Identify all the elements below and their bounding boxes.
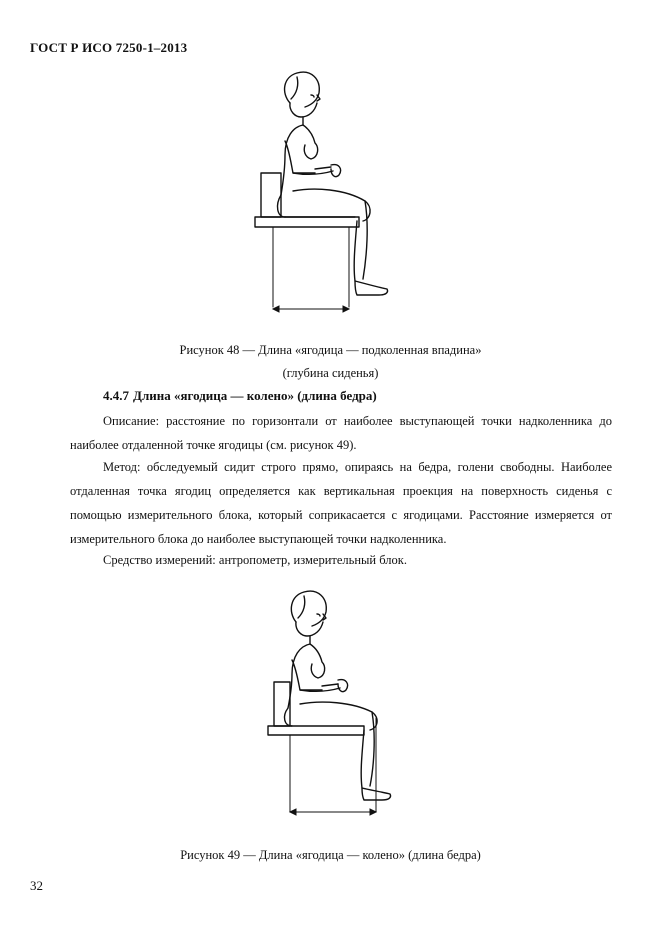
figure-49-illustration	[262, 586, 417, 824]
page-number: 32	[30, 878, 43, 893]
figure-48-illustration	[245, 65, 415, 325]
section-heading	[103, 388, 381, 404]
figure-49-caption: Рисунок 49 — Длина «ягодица — колено» (длина бедра)	[180, 848, 481, 862]
figure-48-caption-subtitle: (глубина сиденья)	[282, 366, 379, 380]
seated-person-figure-49	[262, 586, 417, 824]
document-header: ГОСТ Р ИСО 7250-1–2013	[30, 40, 188, 55]
paragraph-instruments: Средство измерений: антропометр, измерительный блок.	[103, 553, 407, 567]
paragraph-description: Описание: расстояние по горизонтали от наиболее выступающей точки надколенника до наиболее отдаленной точке ягодицы (см. рисунок 49).	[70, 414, 612, 452]
section-number: 4.4.7	[103, 388, 129, 403]
paragraph-method: Метод: обследуемый сидит строго прямо, опираясь на бедра, голени свободны. Наиболее отдаленная точка ягодиц определяется как вертикальная проекция на поверхность сиденья с помощью измерительного блока, который соприкасается с ягодицами. Расстояние измеряется от измерительного блока до наиболее выступающей точки надколенника.	[70, 460, 612, 546]
figure-48-caption: Рисунок 48 — Длина «ягодица — подколенная впадина»	[179, 343, 482, 357]
seated-person-figure-48	[245, 65, 415, 325]
section-title-text: Длина «ягодица — колено» (длина бедра)	[133, 388, 377, 403]
